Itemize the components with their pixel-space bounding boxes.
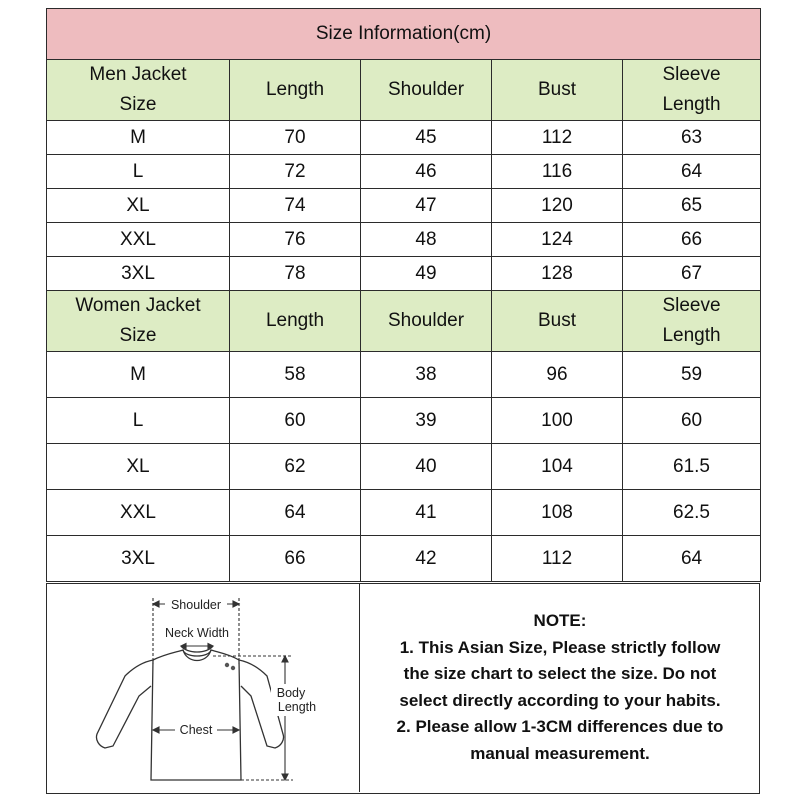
body-length-measure (213, 656, 293, 780)
shoulder-cell: 48 (361, 223, 492, 257)
men-shoulder-header: Shoulder (361, 60, 492, 121)
sleeve-cell: 63 (623, 121, 761, 155)
bust-cell: 116 (492, 155, 623, 189)
size-cell: XXL (47, 223, 230, 257)
bust-cell: 96 (492, 352, 623, 398)
length-cell: 62 (230, 444, 361, 490)
sleeve-cell: 60 (623, 398, 761, 444)
sleeve-cell: 66 (623, 223, 761, 257)
size-cell: XL (47, 444, 230, 490)
women-size-header: Women Jacket Size (47, 291, 230, 352)
info-section (46, 583, 760, 794)
men-header-row (47, 60, 761, 121)
button-icons (225, 663, 235, 670)
table-row (47, 444, 761, 490)
size-chart (46, 8, 760, 794)
bust-cell: 112 (492, 536, 623, 582)
jacket-diagram-svg (47, 584, 359, 792)
chart-title: Size Information(cm) (47, 9, 761, 60)
shoulder-cell: 45 (361, 121, 492, 155)
length-cell: 70 (230, 121, 361, 155)
note-line: 2. Please allow 1-3CM differences due to (396, 717, 724, 736)
note-line: the size chart to select the size. Do not (403, 664, 717, 683)
length-cell: 58 (230, 352, 361, 398)
size-cell: L (47, 398, 230, 444)
shoulder-cell: 40 (361, 444, 492, 490)
neck-width-label: Neck Width (165, 626, 229, 640)
length-cell: 72 (230, 155, 361, 189)
sleeve-cell: 67 (623, 257, 761, 291)
length-cell: 60 (230, 398, 361, 444)
body-length-label-line1: Body (276, 686, 306, 700)
table-row (47, 490, 761, 536)
men-size-header: Men Jacket Size (47, 60, 230, 121)
bust-cell: 100 (492, 398, 623, 444)
size-cell: M (47, 352, 230, 398)
shoulder-cell: 49 (361, 257, 492, 291)
sleeve-cell: 64 (623, 536, 761, 582)
men-length-header: Length (230, 60, 361, 121)
jacket-outline (96, 646, 283, 780)
note-box (361, 584, 759, 792)
women-shoulder-header: Shoulder (361, 291, 492, 352)
shoulder-cell: 46 (361, 155, 492, 189)
length-cell: 66 (230, 536, 361, 582)
shoulder-cell: 38 (361, 352, 492, 398)
size-cell: 3XL (47, 257, 230, 291)
sleeve-cell: 62.5 (623, 490, 761, 536)
table-row (47, 223, 761, 257)
bust-cell: 120 (492, 189, 623, 223)
neck-width-measure (181, 644, 213, 649)
left-sleeve (96, 660, 153, 748)
table-row (47, 398, 761, 444)
size-cell: M (47, 121, 230, 155)
chest-label: Chest (179, 723, 213, 737)
length-cell: 78 (230, 257, 361, 291)
jacket-measurement-diagram (47, 584, 360, 792)
note-line: manual measurement. (470, 743, 650, 763)
bust-cell: 104 (492, 444, 623, 490)
note-heading: NOTE: (533, 611, 587, 630)
length-cell: 76 (230, 223, 361, 257)
size-table (46, 8, 761, 582)
size-cell: XXL (47, 490, 230, 536)
women-header-row (47, 291, 761, 352)
length-cell: 64 (230, 490, 361, 536)
jacket-body (151, 660, 241, 780)
table-row (47, 189, 761, 223)
table-row (47, 257, 761, 291)
table-row (47, 352, 761, 398)
body-length-label-line2: Length (277, 700, 317, 714)
bust-cell: 128 (492, 257, 623, 291)
table-row (47, 536, 761, 582)
shoulder-cell: 41 (361, 490, 492, 536)
length-cell: 74 (230, 189, 361, 223)
shoulder-cell: 47 (361, 189, 492, 223)
note-line: 1. This Asian Size, Please strictly follow (399, 637, 721, 657)
sleeve-cell: 65 (623, 189, 761, 223)
shoulder-cell: 42 (361, 536, 492, 582)
table-row (47, 155, 761, 189)
note-line: select directly according to your habits. (399, 690, 721, 710)
bust-cell: 124 (492, 223, 623, 257)
sleeve-cell: 64 (623, 155, 761, 189)
bust-cell: 108 (492, 490, 623, 536)
size-cell: XL (47, 189, 230, 223)
shoulder-label: Shoulder (170, 598, 222, 612)
men-sleeve-header: Sleeve Length (623, 60, 761, 121)
shoulder-cell: 39 (361, 398, 492, 444)
table-row (47, 121, 761, 155)
sleeve-cell: 61.5 (623, 444, 761, 490)
bust-cell: 112 (492, 121, 623, 155)
women-bust-header: Bust (492, 291, 623, 352)
size-cell: 3XL (47, 536, 230, 582)
women-length-header: Length (230, 291, 361, 352)
men-bust-header: Bust (492, 60, 623, 121)
size-cell: L (47, 155, 230, 189)
sleeve-cell: 59 (623, 352, 761, 398)
women-sleeve-header: Sleeve Length (623, 291, 761, 352)
